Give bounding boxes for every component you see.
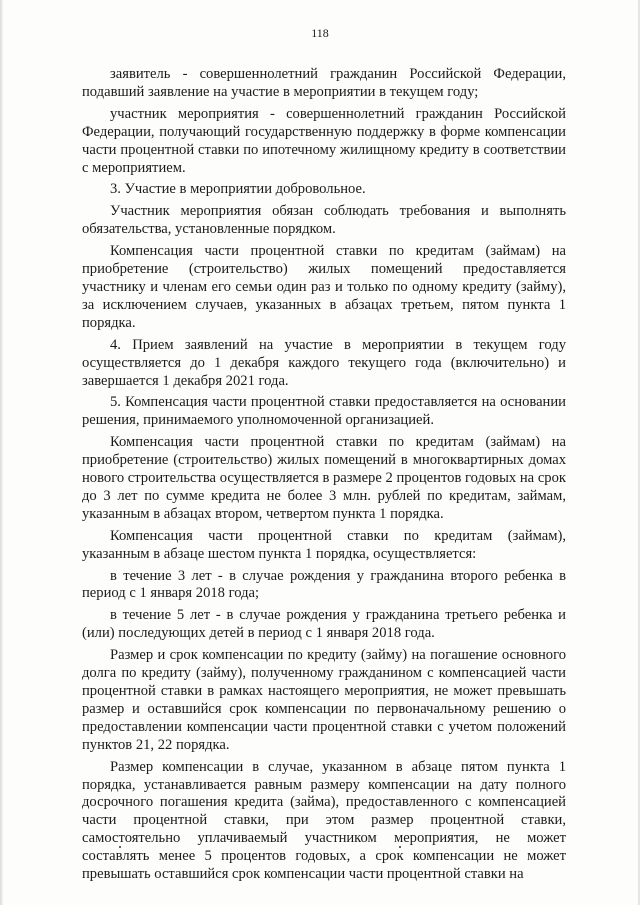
- paragraph: Размер и срок компенсации по кредиту (займу) на погашение основного долга по кредиту (займу), полученному гражданином с компенсацией части процентной ставки в рамках настоящего мероприятия, не может превышать размер и оставшийся срок компенсации по первоначальному решению о предоставлении компенсации части процентной ставки с учетом положений пунктов 21, 22 порядка.: [82, 647, 566, 753]
- paragraph: 5. Компенсация части процентной ставки предоставляется на основании решения, принимаемого уполномоченной организацией.: [82, 394, 566, 429]
- body-text: [82, 66, 566, 888]
- scan-speck: [399, 846, 401, 848]
- scan-speck: [119, 846, 121, 848]
- paragraph: Участник мероприятия обязан соблюдать требования и выполнять обязательства, установленные порядком.: [82, 203, 566, 238]
- paragraph: в течение 5 лет - в случае рождения у гражданина третьего ребенка и (или) последующих детей в период с 1 января 2018 года.: [82, 607, 566, 642]
- page-number: 118: [311, 26, 329, 40]
- paragraph: Компенсация части процентной ставки по кредитам (займам) на приобретение (строительство) жилых помещений в многоквартирных домах нового строительства осуществляется в размере 2 процентов годовых на срок до 3 лет по сумме кредита не более 3 млн. рублей по кредитам, займам, указанным в абзацах втором, четвертом пункта 1 порядка.: [82, 434, 566, 522]
- paragraph: Компенсация части процентной ставки по кредитам (займам) на приобретение (строительство) жилых помещений предоставляется участнику и членам его семьи один раз и только по одному кредиту (займу), за исключением случаев, указанных в абзацах третьем, пятом пункта 1 порядка.: [82, 243, 566, 331]
- paragraph: Размер компенсации в случае, указанном в абзаце пятом пункта 1 порядка, устанавливается равным размеру компенсации на дату полного досрочного погашения кредита (займа), предоставленного с компенсацией части процентной ставки, при этом размер процентной ставки, самостоятельно уплачиваемый участником мероприятия, не может составлять менее 5 процентов годовых, а срок компенсации не может превышать оставшийся срок компенсации части процентной ставки на: [82, 758, 566, 883]
- scan-edge-left: [0, 0, 3, 905]
- paragraph: участник мероприятия - совершеннолетний гражданин Российской Федерации, получающий государственную поддержку в форме компенсации части процентной ставки по ипотечному жилищному кредиту в соответствии с мероприятием.: [82, 105, 566, 176]
- paragraph: заявитель - совершеннолетний гражданин Российской Федерации, подавший заявление на участие в мероприятии в текущем году;: [82, 66, 566, 100]
- paragraph: 3. Участие в мероприятии добровольное.: [110, 181, 366, 198]
- paragraph: 4. Прием заявлений на участие в мероприятии в текущем году осуществляется до 1 декабря каждого текущего года (включительно) и завершается 1 декабря 2021 года.: [82, 336, 566, 389]
- paragraph: в течение 3 лет - в случае рождения у гражданина второго ребенка в период с 1 января 2018 года;: [82, 567, 566, 602]
- paragraph: Компенсация части процентной ставки по кредитам (займам), указанным в абзаце шестом пункта 1 порядка, осуществляется:: [82, 527, 566, 562]
